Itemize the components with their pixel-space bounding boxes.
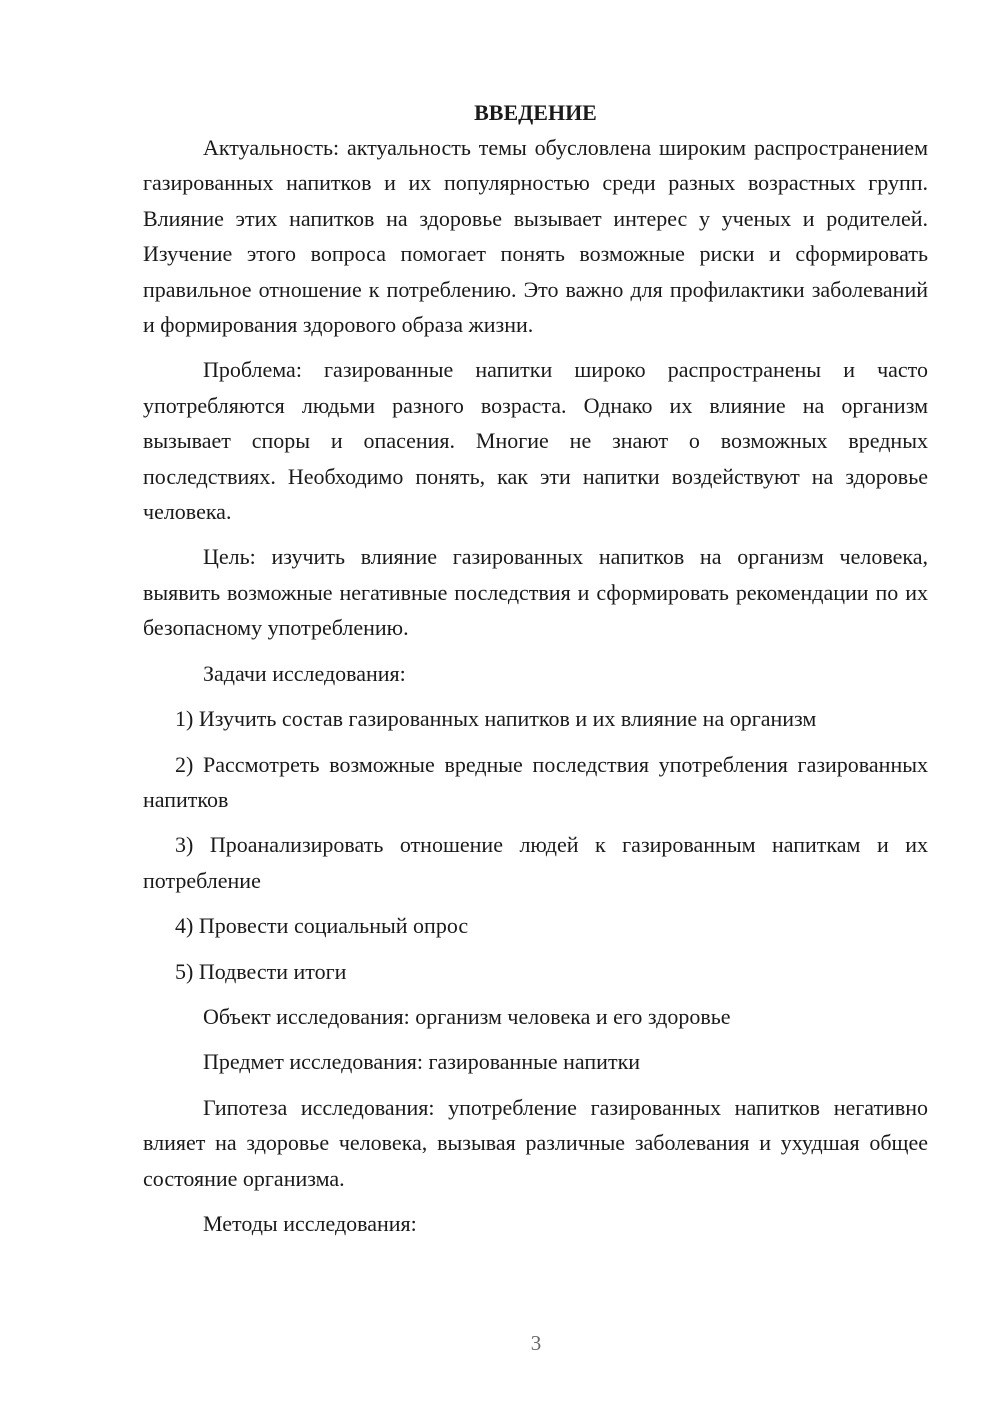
- page-title: ВВЕДЕНИЕ: [474, 100, 597, 125]
- task-item-4: 4) Провести социальный опрос: [175, 913, 469, 939]
- methods-heading: Методы исследования:: [203, 1210, 417, 1236]
- task-item-2: 2) Рассмотреть возможные вредные последствия употребления газированных напитков: [143, 751, 928, 812]
- task-item-1: 1) Изучить состав газированных напитков и их влияние на организм: [175, 706, 817, 732]
- task-item-5: 5) Подвести итоги: [175, 958, 347, 984]
- page-content: [143, 95, 928, 1251]
- paragraph-subject: Предмет исследования: газированные напитки: [203, 1049, 641, 1075]
- page-number: 3: [530, 1331, 542, 1355]
- paragraph-problem: Проблема: газированные напитки широко распространены и часто употребляются людьми разного возраста. Однако их влияние на организм вызывает споры и опасения. Многие не знают о возможных вредных последствиях. Необходимо понять, как эти напитки воздействуют на здоровье человека.: [143, 357, 928, 525]
- paragraph-goal: Цель: изучить влияние газированных напитков на организм человека, выявить возможные негативные последствия и сформировать рекомендации по их безопасному употреблению.: [143, 544, 928, 641]
- tasks-heading: Задачи исследования:: [203, 660, 406, 686]
- paragraph-hypothesis: Гипотеза исследования: употребление газированных напитков негативно влияет на здоровье человека, вызывая различные заболевания и ухудшая общее состояние организма.: [143, 1094, 928, 1191]
- paragraph-relevance: Актуальность: актуальность темы обусловлена широким распространением газированных напитков и их популярностью среди разных возрастных групп. Влияние этих напитков на здоровье вызывает интерес у ученых и родителей. Изучение этого вопроса помогает понять возможные риски и сформировать правильное отношение к потреблению. Это важно для профилактики заболеваний и формирования здорового образа жизни.: [143, 135, 928, 338]
- paragraph-object: Объект исследования: организм человека и его здоровье: [203, 1003, 731, 1029]
- task-item-3: 3) Проанализировать отношение людей к газированным напиткам и их потребление: [143, 832, 928, 893]
